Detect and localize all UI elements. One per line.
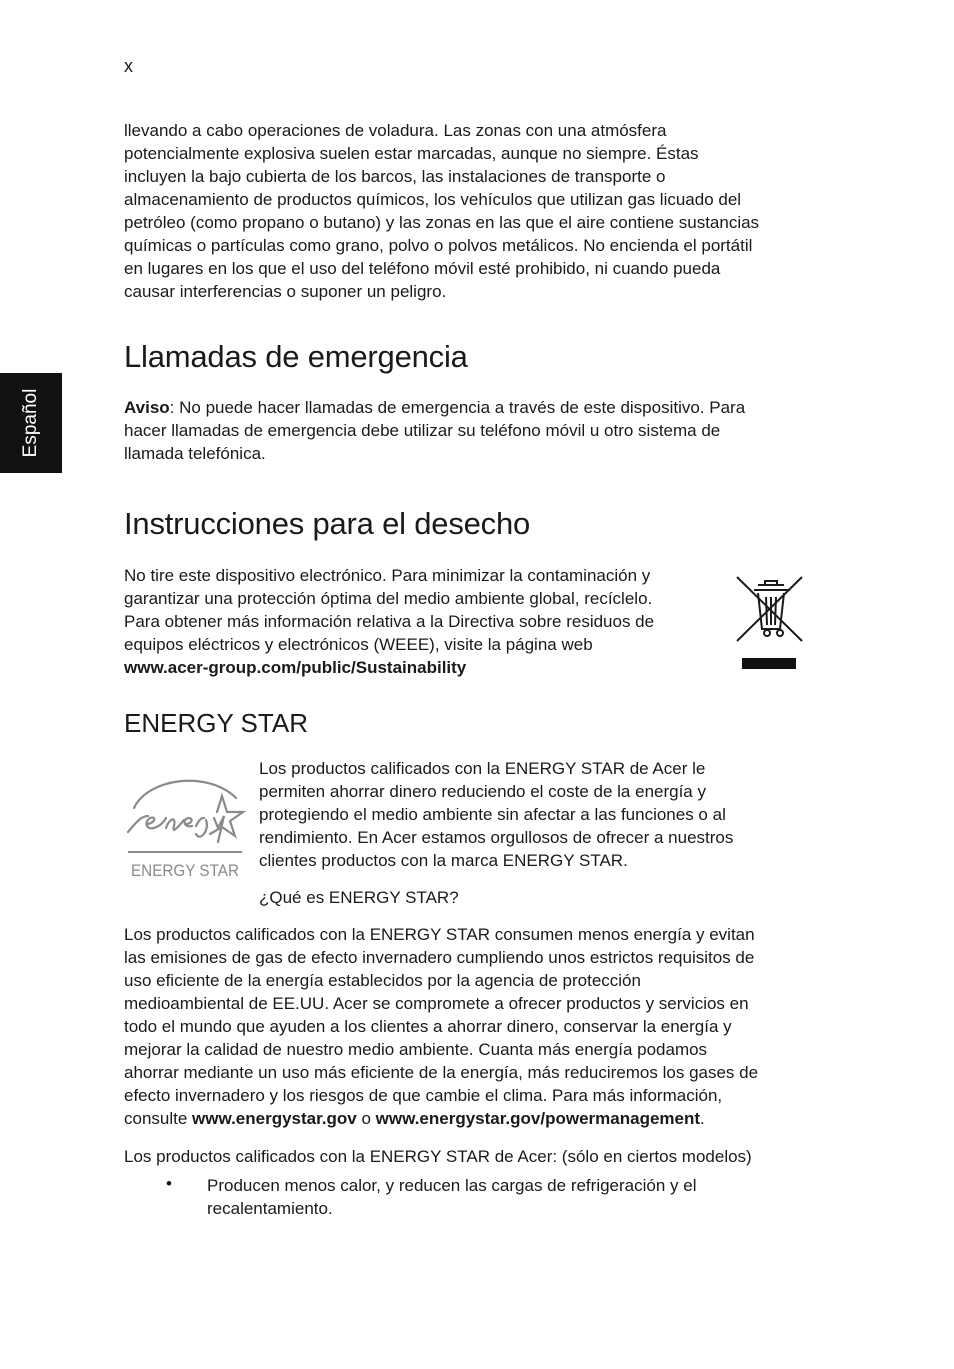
bullet-item [207,1174,807,1220]
notice-label: Aviso [124,398,170,417]
text-line: causar interferencias o suponer un peligro. [124,282,447,301]
text-line: llevando a cabo operaciones de voladura. Las zonas con una atmósfera [124,121,667,140]
text-line: equipos eléctricos y electrónicos (WEEE), visite la página web [124,635,593,654]
consult-suffix: . [700,1109,705,1128]
sustainability-link[interactable]: www.acer-group.com/public/Sustainability [124,658,467,677]
energy-star-logo [124,772,246,884]
text-line: almacenamiento de productos químicos, los vehículos que utilizan gas licuado del [124,190,742,209]
side-tab-label: Español [20,388,41,458]
language-side-tab [0,373,62,473]
text-line: químicas o partículas como grano, polvo o polvos metálicos. No encienda el portátil [124,236,753,255]
emergency-heading: Llamadas de emergencia [124,339,468,374]
text-line [124,396,824,419]
text-line: incluyen la bajo cubierta de los barcos, las instalaciones de transporte o [124,167,666,186]
text-line: uso eficiente de la energía establecidos por la agencia de protección [124,971,641,990]
disposal-paragraph [124,564,724,679]
energy-star-body [124,923,824,1130]
text-line: Producen menos calor, y reducen las cargas de refrigeración y el [207,1176,697,1195]
text-line: rendimiento. En Acer estamos orgullosos de ofrecer a nuestros [259,828,734,847]
text-line: clientes productos con la marca ENERGY STAR. [259,851,628,870]
text-line: garantizar una protección óptima del medio ambiente global, recíclelo. [124,589,653,608]
text-line: en lugares en los que el uso del teléfono móvil esté prohibido, ni cuando pueda [124,259,721,278]
consult-mid: o [356,1109,376,1128]
text-line: efecto invernadero y los riesgos de que cambie el clima. Para más información, [124,1086,723,1105]
text-line [124,1107,824,1130]
text-line: permiten ahorrar dinero reduciendo el coste de la energía y [259,782,706,801]
text-line: mejorar la calidad de nuestro medio ambiente. Cuanta más energía podamos [124,1040,708,1059]
text-line [124,656,724,679]
text-line: Para obtener más información relativa a la Directiva sobre residuos de [124,612,655,631]
text-line: llamada telefónica. [124,444,266,463]
text-line: hacer llamadas de emergencia debe utilizar su teléfono móvil u otro sistema de [124,421,721,440]
disposal-heading: Instrucciones para el desecho [124,506,531,541]
text-line: recalentamiento. [207,1199,333,1218]
emergency-paragraph [124,396,824,465]
energystar-link[interactable]: www.energystar.gov [192,1109,357,1128]
text-line: potencialmente explosiva suelen estar marcadas, aunque no siempre. Éstas [124,144,699,163]
notice-text: : No puede hacer llamadas de emergencia a través de este dispositivo. Para [169,398,746,417]
text-line: Los productos calificados con la ENERGY STAR de Acer le [259,759,706,778]
text-line: las emisiones de gas de efecto invernadero cumpliendo unos estrictos requisitos de [124,948,755,967]
models-line: Los productos calificados con la ENERGY STAR de Acer: (sólo en ciertos modelos) [124,1147,752,1166]
energy-star-heading: ENERGY STAR [124,708,308,738]
text-line: petróleo (como propano o butano) y las zonas en las que el aire contiene sustancias [124,213,760,232]
intro-paragraph [124,119,824,303]
energy-star-intro [259,757,819,872]
weee-crossed-bin-icon [734,575,806,671]
text-line: todo el mundo que ayuden a los clientes a ahorrar dinero, conservar la energía y [124,1017,732,1036]
page-number: x [124,56,133,76]
powermanagement-link[interactable]: www.energystar.gov/powermanagement [375,1109,701,1128]
energy-star-question: ¿Qué es ENERGY STAR? [259,888,459,907]
bullet-marker: • [166,1174,172,1193]
text-line: Los productos calificados con la ENERGY STAR consumen menos energía y evitan [124,925,755,944]
text-line: No tire este dispositivo electrónico. Para minimizar la contaminación y [124,566,651,585]
consult-prefix: consulte [124,1109,193,1128]
text-line: protegiendo el medio ambiente sin afectar a las funciones o al [259,805,726,824]
text-line: ahorrar mediante un uso más eficiente de la energía, más reduciremos los gases de [124,1063,759,1082]
text-line: medioambiental de EE.UU. Acer se compromete a ofrecer productos y servicios en [124,994,749,1013]
energy-star-logo-text: ENERGY STAR [131,861,239,880]
